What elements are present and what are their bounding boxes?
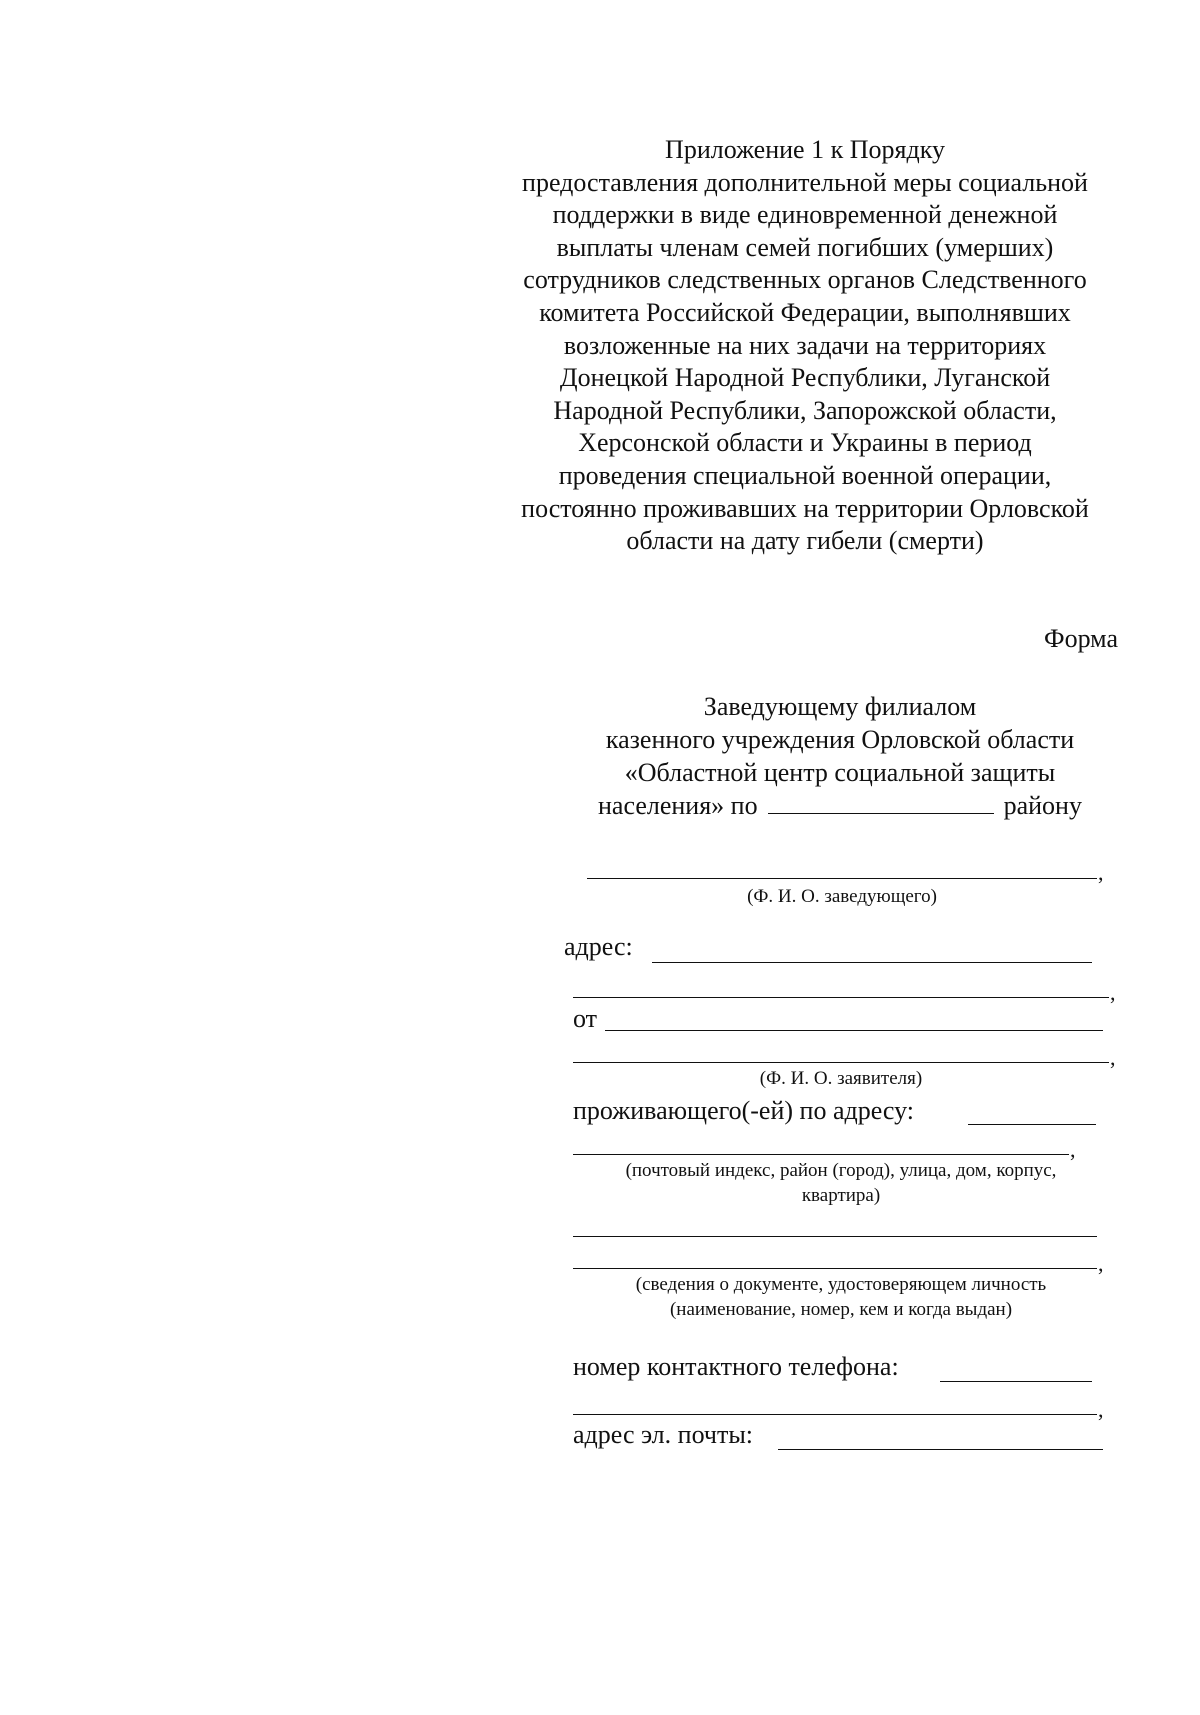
appendix-line: поддержки в виде единовременной денежной xyxy=(552,200,1058,230)
id-doc-caption: (сведения о документе, удостоверяющем личность (наименование, номер, кем и когда выдан) xyxy=(635,1274,1047,1320)
applicant-name-input-line-2[interactable] xyxy=(573,1062,1109,1063)
applicant-name-caption: (Ф. И. О. заявителя) xyxy=(759,1068,923,1089)
addressee-block xyxy=(560,690,1120,822)
postal-caption: (почтовый индекс, район (город), улица, дом, корпус, квартира) xyxy=(625,1160,1057,1206)
addressee-line: Заведующему филиалом xyxy=(703,692,977,721)
phone-input-line-2[interactable] xyxy=(573,1414,1097,1415)
comma: , xyxy=(1070,1137,1076,1162)
phone-label: номер контактного телефона: xyxy=(573,1352,899,1381)
comma: , xyxy=(1098,860,1104,885)
email-input-line[interactable] xyxy=(778,1449,1103,1450)
addressee-suffix: району xyxy=(1003,791,1082,820)
appendix-line: проведения специальной военной операции, xyxy=(558,460,1052,490)
appendix-line: Приложение 1 к Порядку xyxy=(665,135,945,164)
from-label: от xyxy=(573,1004,598,1033)
phone-input-line[interactable] xyxy=(940,1381,1092,1382)
residing-address-input-line[interactable] xyxy=(968,1124,1096,1125)
appendix-line: Донецкой Народной Республики, Луганской xyxy=(559,363,1051,393)
comma: , xyxy=(1098,1397,1104,1422)
addressee-line: казенного учреждения Орловской области xyxy=(605,725,1075,754)
appendix-line: Херсонской области и Украины в период xyxy=(578,428,1032,458)
addressee-line-district xyxy=(560,789,1120,822)
appendix-header xyxy=(500,134,1110,558)
id-doc-input-line[interactable] xyxy=(573,1236,1097,1237)
appendix-line: области на дату гибели (смерти) xyxy=(626,526,984,556)
appendix-line: комитета Российской Федерации, выполнявших xyxy=(539,297,1071,327)
comma: , xyxy=(1110,980,1116,1005)
appendix-line: сотрудников следственных органов Следственного xyxy=(523,265,1087,295)
comma: , xyxy=(1110,1045,1116,1070)
appendix-line: постоянно проживавших на территории Орловской xyxy=(521,493,1089,523)
address-input-line[interactable] xyxy=(652,962,1092,963)
appendix-line: выплаты членам семей погибших (умерших) xyxy=(556,232,1054,262)
applicant-name-input-line[interactable] xyxy=(605,1030,1103,1031)
appendix-line: возложенные на них задачи на территориях xyxy=(563,330,1047,360)
appendix-line: предоставления дополнительной меры социальной xyxy=(522,167,1088,197)
form-label: Форма xyxy=(1044,624,1118,653)
head-name-input-line[interactable] xyxy=(587,878,1097,879)
addressee-prefix: населения» по xyxy=(598,791,758,820)
addressee-line: «Областной центр социальной защиты xyxy=(624,758,1056,787)
appendix-line: Народной Республики, Запорожской области, xyxy=(553,395,1057,425)
address-label: адрес: xyxy=(564,932,633,961)
address-input-line-2[interactable] xyxy=(573,997,1109,998)
residing-label: проживающего(-ей) по адресу: xyxy=(573,1096,914,1125)
district-input-line[interactable] xyxy=(768,793,994,814)
head-name-caption: (Ф. И. О. заведующего) xyxy=(747,886,937,907)
comma: , xyxy=(1098,1251,1104,1276)
email-label: адрес эл. почты: xyxy=(573,1420,754,1449)
residing-address-input-line-2[interactable] xyxy=(573,1154,1069,1155)
id-doc-input-line-2[interactable] xyxy=(573,1268,1097,1269)
